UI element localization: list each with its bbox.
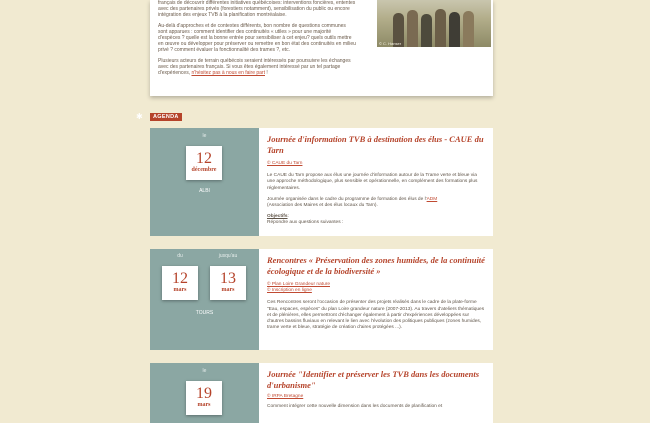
event-title[interactable]: Journée d'information TVB à destination des élus - CAUE du Tarn xyxy=(267,134,484,155)
date-month: mars xyxy=(173,287,187,293)
description-text: Ces Rencontres seront l'occasion de présenter des projets réalisés dans le cadre de la plate-forme "Eau, espaces, espèces" du plan Loire grandeur nature (2007-2013). Au travers d'ateliers thématiques et de plénières, elles permettront d'échanger également à partir d'expériences développées sur d'autres bassins fluviaux en relevant le lien avec l'évolution des politiques publiques (zones humides, trame verte et bleue, stratégie de création d'aires protégées ...). xyxy=(267,300,485,331)
event-links xyxy=(267,394,485,400)
date-day: 12 xyxy=(172,270,188,287)
event-description xyxy=(267,300,485,331)
date-day: 19 xyxy=(196,385,212,402)
event-body xyxy=(267,128,485,232)
date-month: mars xyxy=(221,287,235,293)
event-link[interactable]: © Inscription en ligne xyxy=(267,288,312,294)
date-box-end xyxy=(210,266,246,300)
contact-link[interactable]: n'hésitez pas à nous en faire part xyxy=(191,70,265,77)
event-place: TOURS xyxy=(195,310,214,316)
event-card xyxy=(150,363,493,423)
event-link[interactable]: © Plan Loire Grandeur nature xyxy=(267,282,330,287)
event-link[interactable]: © CAUE du Tarn xyxy=(267,161,303,166)
objectives: Objectifs: Répondre aux questions suivantes : xyxy=(267,214,344,226)
agenda-label: AGENDA xyxy=(150,113,182,121)
event-description xyxy=(267,404,485,410)
adm-link[interactable]: ADM xyxy=(426,196,438,202)
photo-credit: © C. Hanser xyxy=(379,41,402,46)
event-date-panel xyxy=(150,363,259,423)
event-title[interactable]: Rencontres « Préservation des zones humides, de la continuité écologique et de la biodiversité » xyxy=(267,255,485,276)
description-text: Comment intégrer cette nouvelle dimension dans les documents de planification et xyxy=(267,404,443,410)
date-box xyxy=(186,146,222,180)
date-prefix: le xyxy=(202,133,207,139)
event-links xyxy=(267,161,485,167)
date-prefix-to: jusqu'au xyxy=(218,253,238,259)
date-day: 12 xyxy=(196,150,212,167)
group-photo xyxy=(377,0,491,47)
star-icon: ✱ xyxy=(136,112,143,121)
event-link[interactable]: © IRPA Bretagne xyxy=(267,394,304,399)
intro-paragraph: Au-delà d'approches et de contextes différents, bon nombre de questions communes sont apparues : comment identifier des continuités « utiles » pour une majorité d'espèces ? quelle est la bonne entrée pour sensibiliser à cet enjeu? quels outils mettre en œuvre ou développer pour préserver ou remettre en bon état des continuités en milieu privé ? comment évaluer la fonctionnalité des trames ?, etc. xyxy=(158,22,356,54)
event-date-panel xyxy=(150,249,259,350)
event-card xyxy=(150,128,493,236)
event-description xyxy=(267,173,485,226)
date-day: 13 xyxy=(220,270,236,287)
event-title[interactable]: Journée "Identifier et préserver les TVB dans les documents d'urbanisme" xyxy=(267,369,480,390)
intro-card xyxy=(150,0,493,96)
event-place: ALBI xyxy=(199,188,210,194)
date-month: décembre xyxy=(191,167,217,173)
objectives-text: Répondre aux questions suivantes : xyxy=(267,220,344,226)
date-box-start xyxy=(162,266,198,300)
event-links xyxy=(267,282,485,294)
date-month: mars xyxy=(197,402,211,408)
date-prefix: le xyxy=(202,368,207,374)
event-card xyxy=(150,249,493,350)
intro-paragraph: français de découvrir différentes initiatives québécoises: interventions foncières, ententes avec des partenaires privés (forestiers notamment), sensibilisation du public ou encore intégration des enjeux TVB à la planification montréalaise. xyxy=(158,0,356,19)
date-prefix-from: du xyxy=(177,253,183,259)
event-body xyxy=(267,249,485,336)
event-date-panel xyxy=(150,128,259,236)
objectives-heading: Objectifs xyxy=(267,214,288,220)
event-body xyxy=(267,363,485,415)
description-text-2: Journée organisée dans le cadre du programme de formation des élus de l'ADM (Association des Maires et des élus locaux du Tarn). xyxy=(267,196,438,209)
intro-text xyxy=(158,0,376,80)
description-text: Le CAUE du Tarn propose aux élus une journée d'information autour de la Trame verte et bleue via une approche méthodologique, plus sensible et opérationnelle, en complément des formations plus réglementaires. xyxy=(267,173,478,191)
intro-closing: Plusieurs acteurs de terrain québécois seraient intéressés par poursuivre les échanges avec des partenaires français. Si vous êtes également intéressé par un tel partage d'expériences, n'hésitez pas à nous en faire part ! xyxy=(158,57,351,77)
